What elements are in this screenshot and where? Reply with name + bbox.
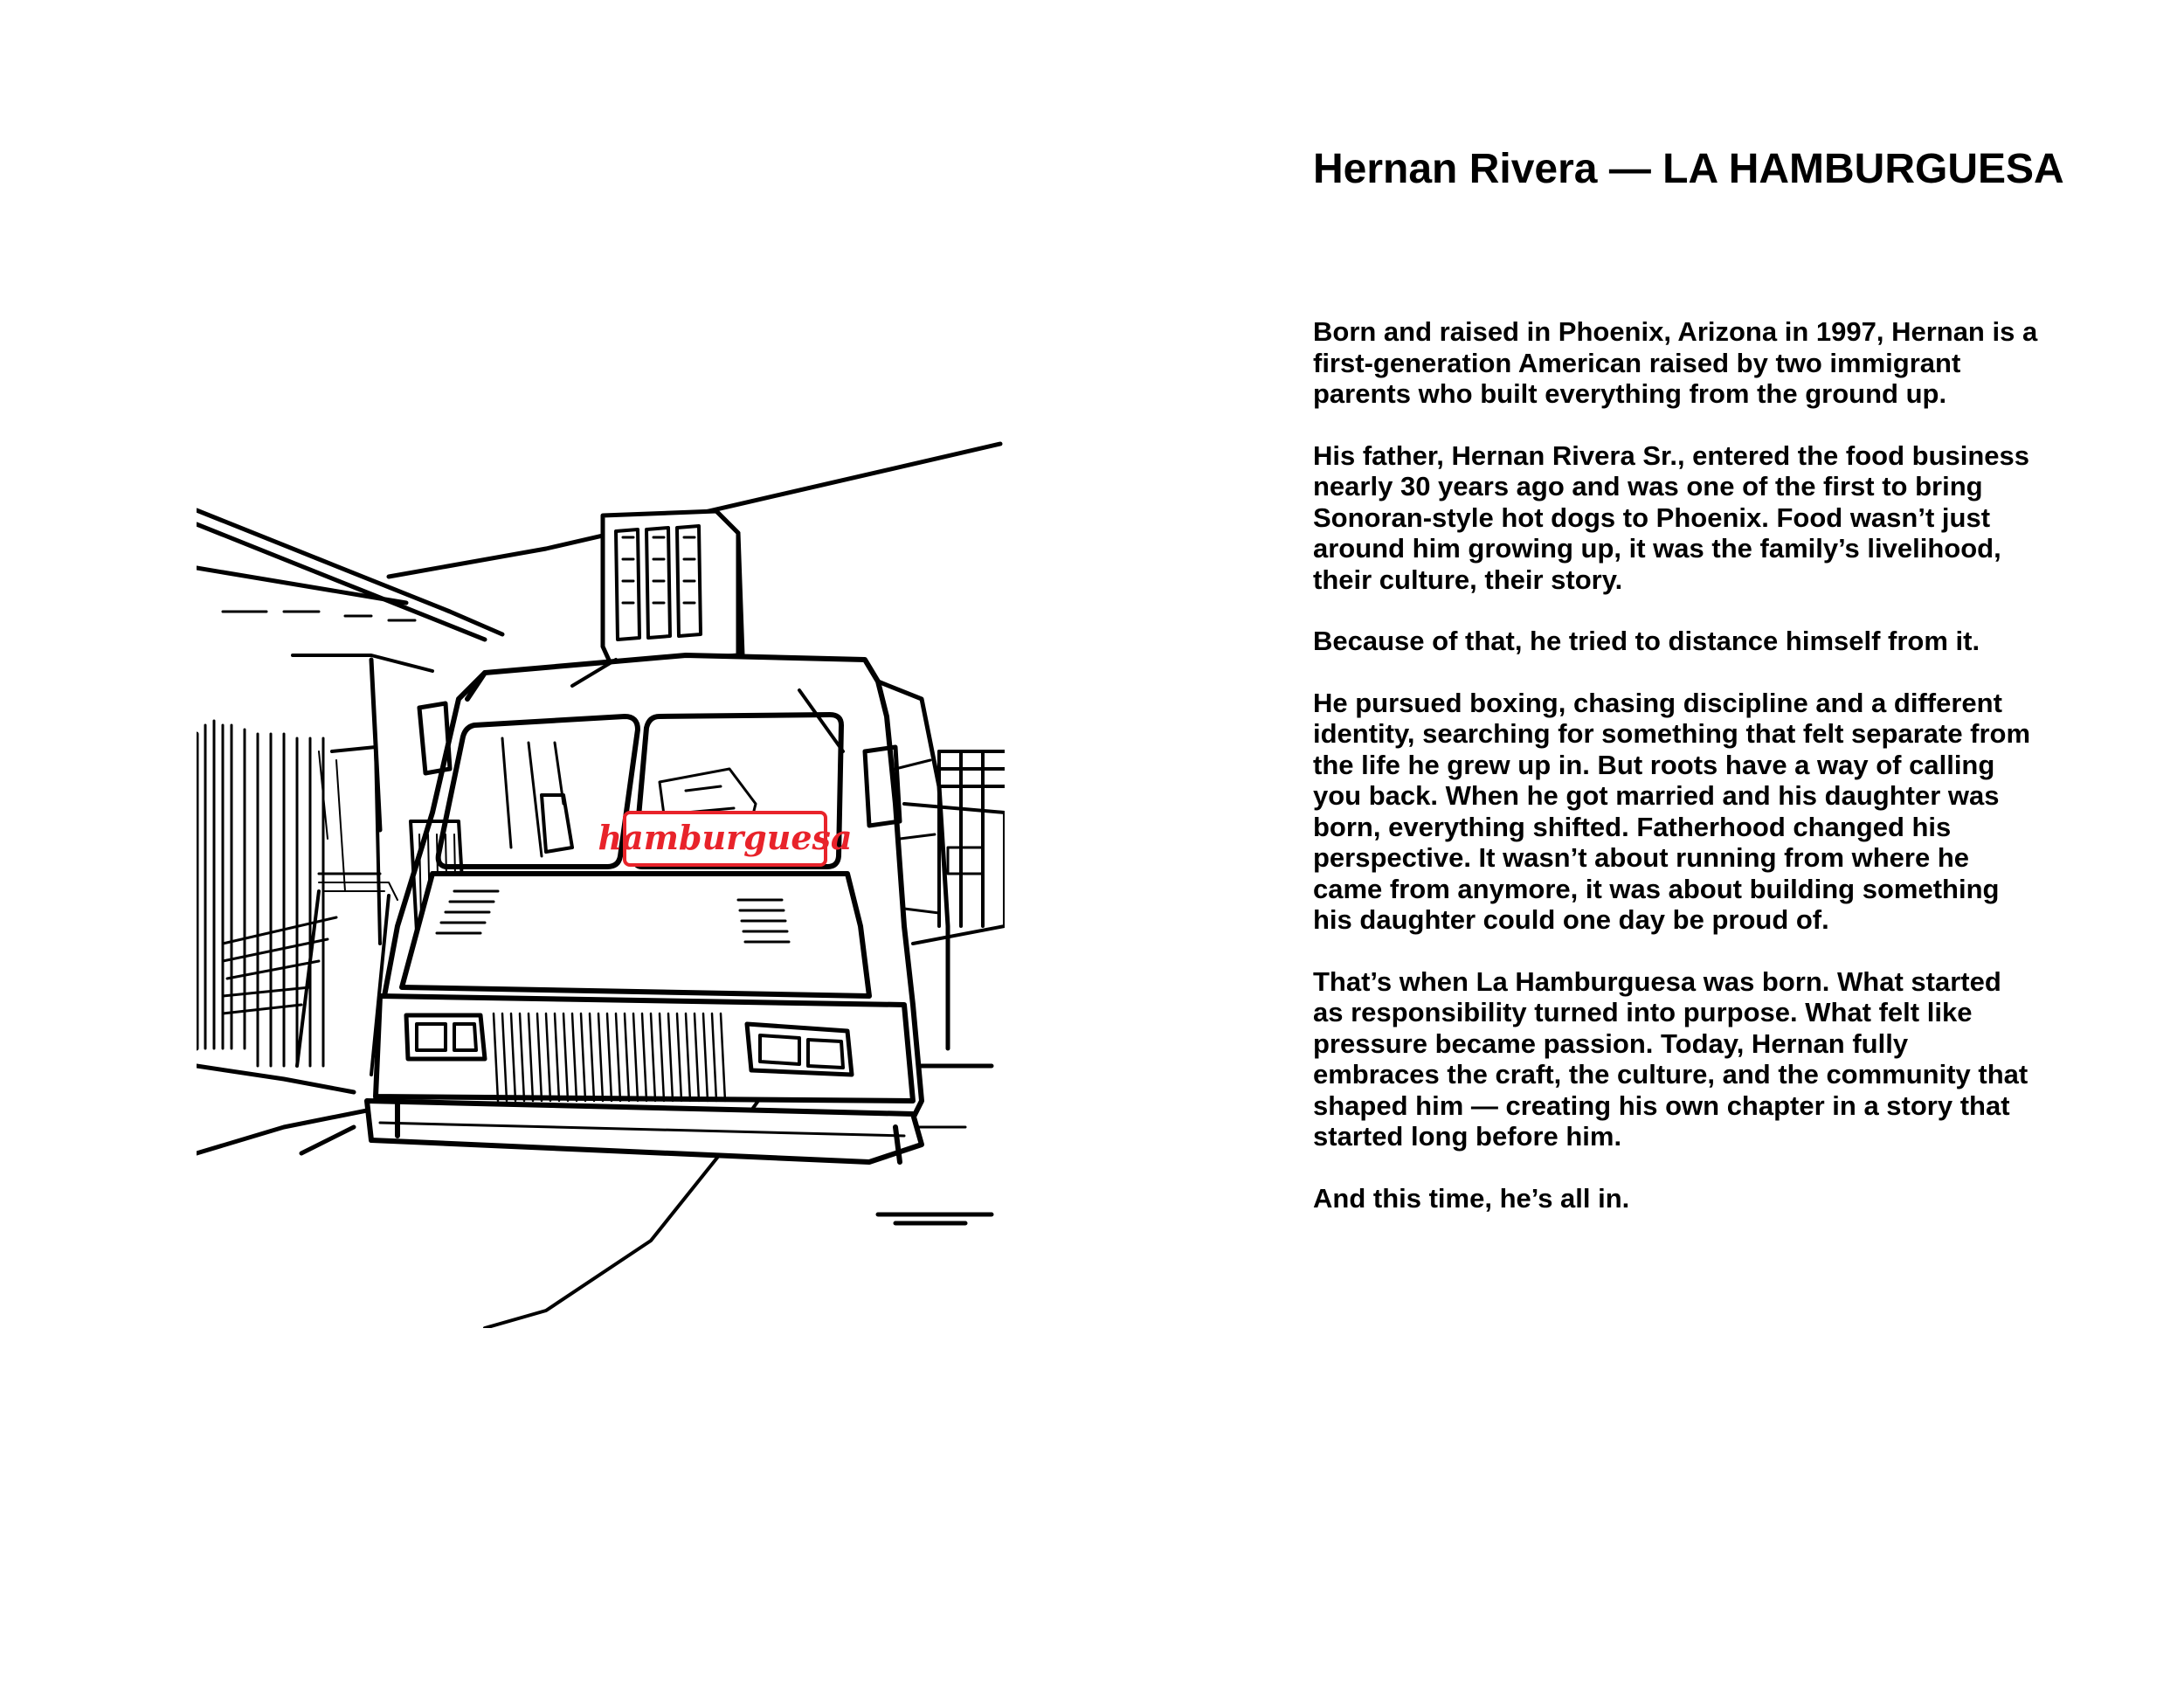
story-body (1313, 316, 2038, 1244)
food-truck-illustration (197, 437, 1005, 1328)
building-right (904, 751, 1005, 944)
story-paragraph: And this time, he’s all in. (1313, 1182, 1630, 1214)
truck-sign (598, 813, 852, 865)
story-paragraph: His father, Hernan Rivera Sr., entered the food business nearly 30 years ago and was one of the first to bring Sonoran-style hot dogs to Phoenix. Food wasn’t just around him growing up, it was the family’s livelihood, their culture, their story. (1313, 439, 2030, 595)
story-paragraph: That’s when La Hamburguesa was born. What started as responsibility turned into purpose. What felt like pressure became passion. Today, Hernan fully embraces the craft, the culture, and the community that shaped him — creating his own chapter in a story that started long before him. (1313, 965, 2028, 1152)
story-paragraph: Because of that, he tried to distance himself from it. (1313, 626, 1980, 656)
page-title: Hernan Rivera — LA HAMBURGUESA (1313, 146, 2064, 192)
roof-ac-unit (603, 511, 743, 666)
story-paragraph: He pursued boxing, chasing discipline and a different identity, searching for something that felt separate from the life he grew up in. But roots have a way of calling you back. When he got married and his daughter was born, everything shifted. Fatherhood changed his perspective. It wasn’t about running from where he came from anymore, it was about building something his daughter could one day be proud of. (1313, 687, 2031, 935)
story-paragraph: Born and raised in Phoenix, Arizona in 1997, Hernan is a first-generation American raised by two immigrant parents who built everything from the ground up. (1313, 316, 2038, 409)
food-truck (367, 655, 948, 1162)
truck-sign-text: hamburguesa (598, 818, 853, 857)
